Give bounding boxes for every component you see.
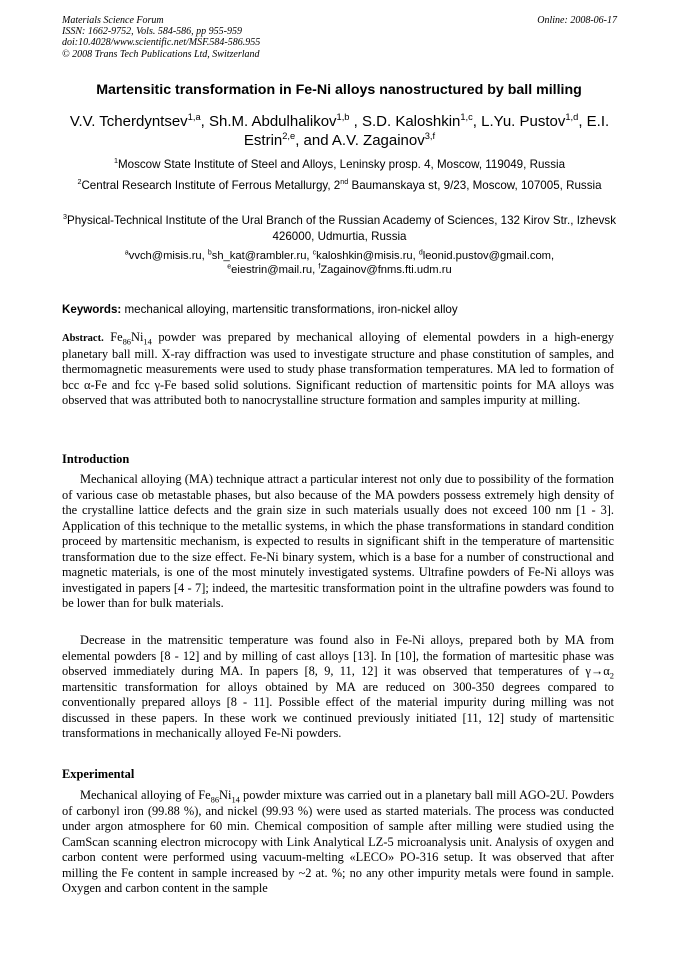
affiliation-2: $^2$Central Research Institute of Ferrous Metallurgy, 2nd Baumanskaya st, 9/23, Moscow, 107005, Russia bbox=[77, 177, 602, 192]
experimental-paragraph-1: Mechanical alloying of $Fe_{86}Ni_{14}$ powder mixture was carried out in a planetary ball mill AGO-2U. Powders of carbonyl iron (99.88 %), and nickel (99.93 %) were used as started materials. The process was conducted under argon atmosphere for 60 min. Chemical composition of sample after milling were studied using the CamScan scanning electron microcopy with Link Analytical LZ-5 microanalysis unit. Analysis of oxygen and carbon content were performed using vacuum-melting «LECO» PO-316 setup. It was observed that after milling the Fe content in sample increased by ~2 at. %; no any other impurity metals were found in sample. Oxygen and carbon content in the sample bbox=[62, 788, 614, 895]
journal-name: Materials Science Forum bbox=[62, 15, 164, 26]
author: A.V. Zagainov$^{3,f}$ bbox=[331, 131, 436, 149]
abstract-text: $Fe_{86}Ni_{14}$ powder was prepared by mechanical alloying of elemental powders in a high-energy planetary ball mill. X-ray diffraction was used to investigate structure and phase constitution of samples, and thermomagnetic measurements were used to study phase transformation temperatures. MA led to formation of bcc α-Fe and fcc γ-Fe based solid solutions. Significant reduction of martensitic points for MA alloys was observed that was attributed both to nanocrystalline structure formation and samples impurity at milling. bbox=[62, 330, 614, 407]
abstract bbox=[62, 330, 614, 409]
author: S.D. Kaloshkin$^{1,c}$, bbox=[362, 112, 482, 130]
paper-title: Martensitic transformation in Fe-Ni alloys nanostructured by ball milling bbox=[96, 82, 582, 98]
journal-header bbox=[62, 15, 617, 60]
email-address: $^a$vvch@misis.ru bbox=[124, 249, 202, 262]
copyright-line: © 2008 Trans Tech Publications Ltd, Switzerland bbox=[62, 48, 260, 60]
affiliation-3: $^3$Physical-Technical Institute of the Ural Branch of the Russian Academy of Sciences, 132 Kirov Str., Izhevsk 426000, Udmurtia, Russia bbox=[62, 212, 617, 243]
email-address: $^d$leonid.pustov@gmail.com bbox=[418, 249, 551, 262]
email-address: $^c$kaloshkin@misis.ru bbox=[312, 249, 413, 262]
email-address: $^b$sh_kat@rambler.ru bbox=[207, 249, 307, 262]
doi-line: doi:10.4028/www.scientific.net/MSF.584-586.955 bbox=[62, 37, 261, 49]
author: L.Yu. Pustov$^{1,d}$, bbox=[481, 112, 587, 130]
email-list: $^a$vvch@misis.ru, $^b$sh_kat@rambler.ru, $^c$kaloshkin@misis.ru, $^d$leonid.pustov@gmail.com, $^e$eiestrin@mail.ru, $^f$Zagainov@fnms.fti.udm.ru bbox=[124, 249, 555, 276]
author: Sh.M. Abdulhalikov$^{1,b}$ , bbox=[208, 112, 362, 130]
email-address: $^f$Zagainov@fnms.fti.udm.ru bbox=[318, 262, 452, 276]
keywords-text: mechanical alloying, martensitic transformations, iron-nickel alloy bbox=[124, 303, 458, 316]
keywords bbox=[62, 303, 617, 316]
email-address: $^e$eiestrin@mail.ru bbox=[227, 262, 313, 276]
abstract-label: Abstract. bbox=[62, 333, 104, 344]
author: V.V. Tcherdyntsev$^{1,a}$, bbox=[69, 112, 209, 130]
author-list bbox=[62, 112, 617, 150]
online-date: Online: 2008-06-17 bbox=[537, 15, 617, 26]
introduction-paragraph-1: Mechanical alloying (MA) technique attract a particular interest not only due to possibility of the formation of various case ob metastable phases, but also because of the MA powders possess extremely high density of the crystalline lattice defects and the grain size in such materials usually does not exceed 100 nm [1 - 3]. Application of this technique to the metallic systems, in which the phase transformations in standard condition proceed by martensitic mechanism, is expected to results in significant shift in the temperature of martensitic transformation due to the size effect. Fe-Ni binary system, which is a base for a number of constructional and magnetic materials, is one of the most minutely investigated systems. Ultrafine powders of Fe-Ni alloys was investigated in papers [4 - 7]; indeed, the martesitic transformation point in the ultrafine powders was found to be lower than for bulk materials. bbox=[62, 472, 614, 610]
introduction-paragraph-2: Decrease in the matrensitic temperature was found also in Fe-Ni alloys, prepared both by MA from elemental powders [8 - 12] and by milling of cast alloys [13]. In [10], the formation of martesitic phase was observed immediately during MA. In papers [8, 9, 11, 12] it was observed that temperatures of $\gamma\to\alpha_2$ martensitic transformation for alloys obtained by MA are reduced on 300-350 degrees compared to conventionally prepared alloys [8 - 11]. Possible effect of the material impurity during milling was not discussed in these papers. In these work we continued previously initiated [11, 12] study of martensitic transformations in mechanically alloyed Fe-Ni powders. bbox=[62, 633, 614, 740]
affiliation-1: $^1$Moscow State Institute of Steel and Alloys, Leninsky prosp. 4, Moscow, 119049, Russia bbox=[113, 156, 566, 171]
author: E.I. Estrin$^{2,e}$, and bbox=[243, 113, 610, 149]
issn-line: ISSN: 1662-9752, Vols. 584-586, pp 955-959 bbox=[62, 26, 242, 38]
section-heading-experimental: Experimental bbox=[62, 767, 135, 781]
section-heading-introduction: Introduction bbox=[62, 452, 130, 466]
keywords-label: Keywords: bbox=[62, 303, 122, 316]
